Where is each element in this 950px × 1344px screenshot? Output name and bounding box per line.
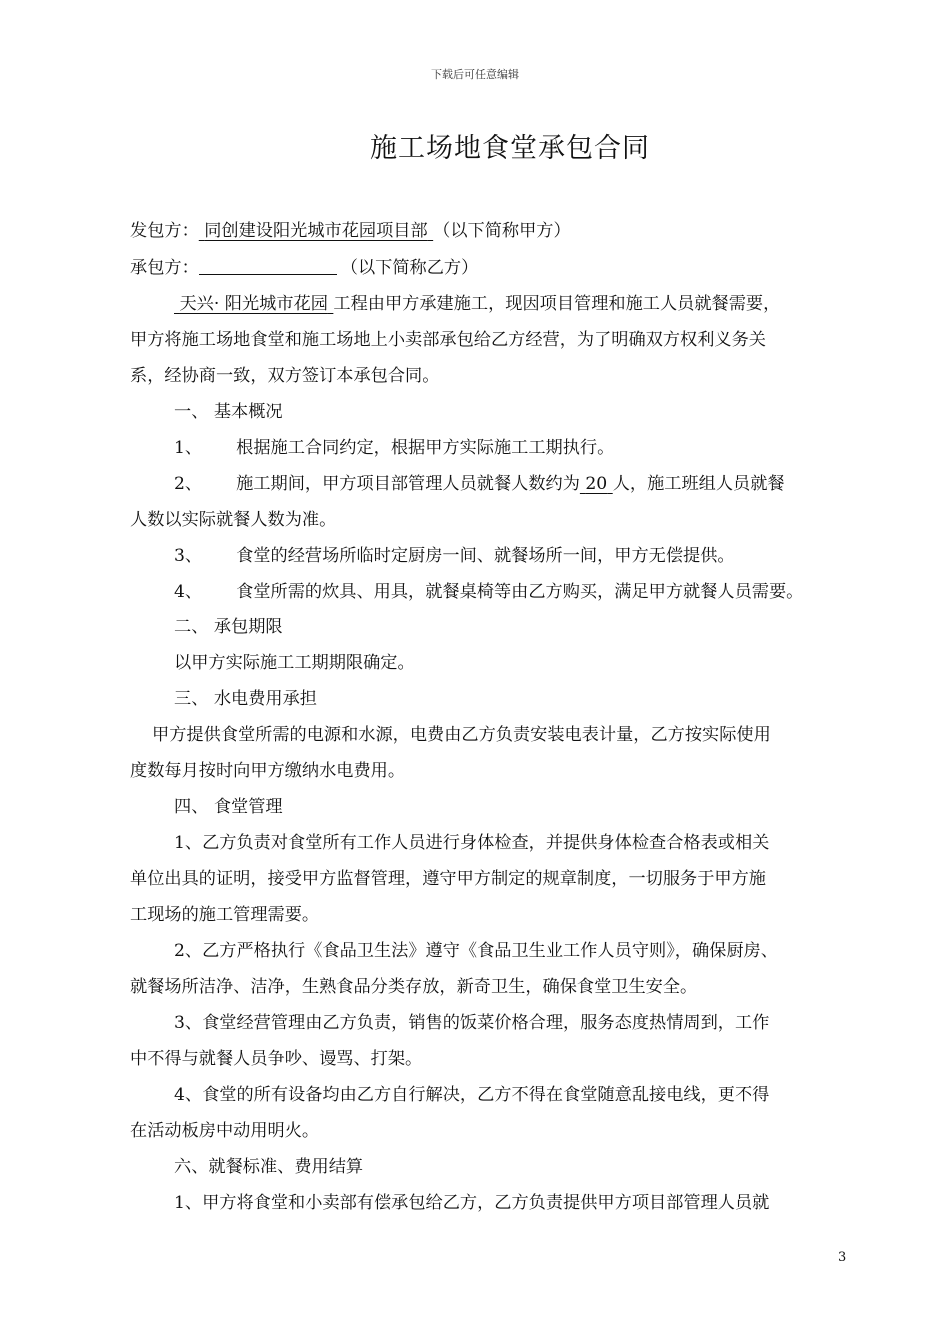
- section-2-heading: 二、 承包期限: [174, 617, 283, 637]
- section-3-heading: 三、 水电费用承担: [174, 689, 317, 709]
- section-3-line-2: 度数每月按时向甲方缴纳水电费用。: [130, 761, 406, 781]
- section-4-p3-line-2: 中不得与就餐人员争吵、谩骂、打架。: [130, 1049, 423, 1069]
- page-number: 3: [838, 1250, 847, 1265]
- fabao-label: 发包方：: [130, 221, 199, 241]
- section-4-p2-line-1: 2、乙方严格执行《食品卫生法》遵守《食品卫生业工作人员守则》，确保厨房、: [174, 941, 778, 961]
- section-6-p1-line-1: 1、甲方将食堂和小卖部有偿承包给乙方，乙方负责提供甲方项目部管理人员就: [174, 1193, 770, 1213]
- intro-line-1: 天兴· 阳光城市花园 工程由甲方承建施工，现因项目管理和施工人员就餐需要，: [174, 292, 780, 316]
- section-2-text: 以甲方实际施工工期期限确定。: [174, 653, 415, 673]
- section-6-heading: 六、就餐标准、费用结算: [174, 1157, 364, 1177]
- diner-count: 20: [585, 474, 608, 494]
- intro-line-2: 甲方将施工场地食堂和施工场地上小卖部承包给乙方经营，为了明确双方权利义务关: [130, 330, 766, 350]
- document-title: 施工场地食堂承包合同: [370, 133, 650, 164]
- fabao-name: 同创建设阳光城市花园项目部: [204, 221, 428, 241]
- chengbao-blank: [199, 256, 337, 275]
- section-3-line-1: 甲方提供食堂所需的电源和水源，电费由乙方负责安装电表计量，乙方按实际使用: [152, 725, 771, 745]
- fabao-suffix: （以下简称甲方）: [433, 221, 571, 241]
- section-1-heading: 一、 基本概况: [174, 402, 283, 422]
- fabao-line: [130, 219, 571, 243]
- section-4-heading: 四、 食堂管理: [174, 797, 283, 817]
- section-1-item-2: 2、 施工期间，甲方项目部管理人员就餐人数约为 20 人，施工班组人员就餐: [174, 474, 785, 494]
- chengbao-line: [130, 256, 478, 280]
- section-4-p4-line-2: 在活动板房中动用明火。: [130, 1121, 320, 1141]
- section-1-item-3: 3、 食堂的经营场所临时定厨房一间、就餐场所一间，甲方无偿提供。: [174, 546, 735, 566]
- page-header-note: 下载后可任意编辑: [431, 68, 519, 81]
- section-4-p2-line-2: 就餐场所洁净、洁净，生熟食品分类存放，新奇卫生，确保食堂卫生安全。: [130, 977, 698, 997]
- intro-line-3: 系，经协商一致，双方签订本承包合同。: [130, 366, 440, 386]
- section-1-item-4: 4、 食堂所需的炊具、用具，就餐桌椅等由乙方购买，满足甲方就餐人员需要。: [174, 582, 804, 602]
- section-4-p1-line-1: 1、乙方负责对食堂所有工作人员进行身体检查，并提供身体检查合格表或相关: [174, 833, 770, 853]
- chengbao-label: 承包方：: [130, 258, 199, 278]
- chengbao-suffix: （以下简称乙方）: [340, 258, 479, 278]
- section-4-p1-line-3: 工现场的施工管理需要。: [130, 905, 320, 925]
- section-4-p3-line-1: 3、食堂经营管理由乙方负责，销售的饭菜价格合理，服务态度热情周到，工作: [174, 1013, 770, 1033]
- section-1-item-1: 1、 根据施工合同约定，根据甲方实际施工工期执行。: [174, 438, 615, 458]
- section-4-p4-line-1: 4、食堂的所有设备均由乙方自行解决，乙方不得在食堂随意乱接电线，更不得: [174, 1085, 770, 1105]
- section-4-p1-line-2: 单位出具的证明，接受甲方监督管理，遵守甲方制定的规章制度，一切服务于甲方施: [130, 869, 766, 889]
- section-1-item-2-cont: 人数以实际就餐人数为准。: [130, 510, 337, 530]
- project-name: 天兴· 阳光城市花园: [179, 294, 328, 314]
